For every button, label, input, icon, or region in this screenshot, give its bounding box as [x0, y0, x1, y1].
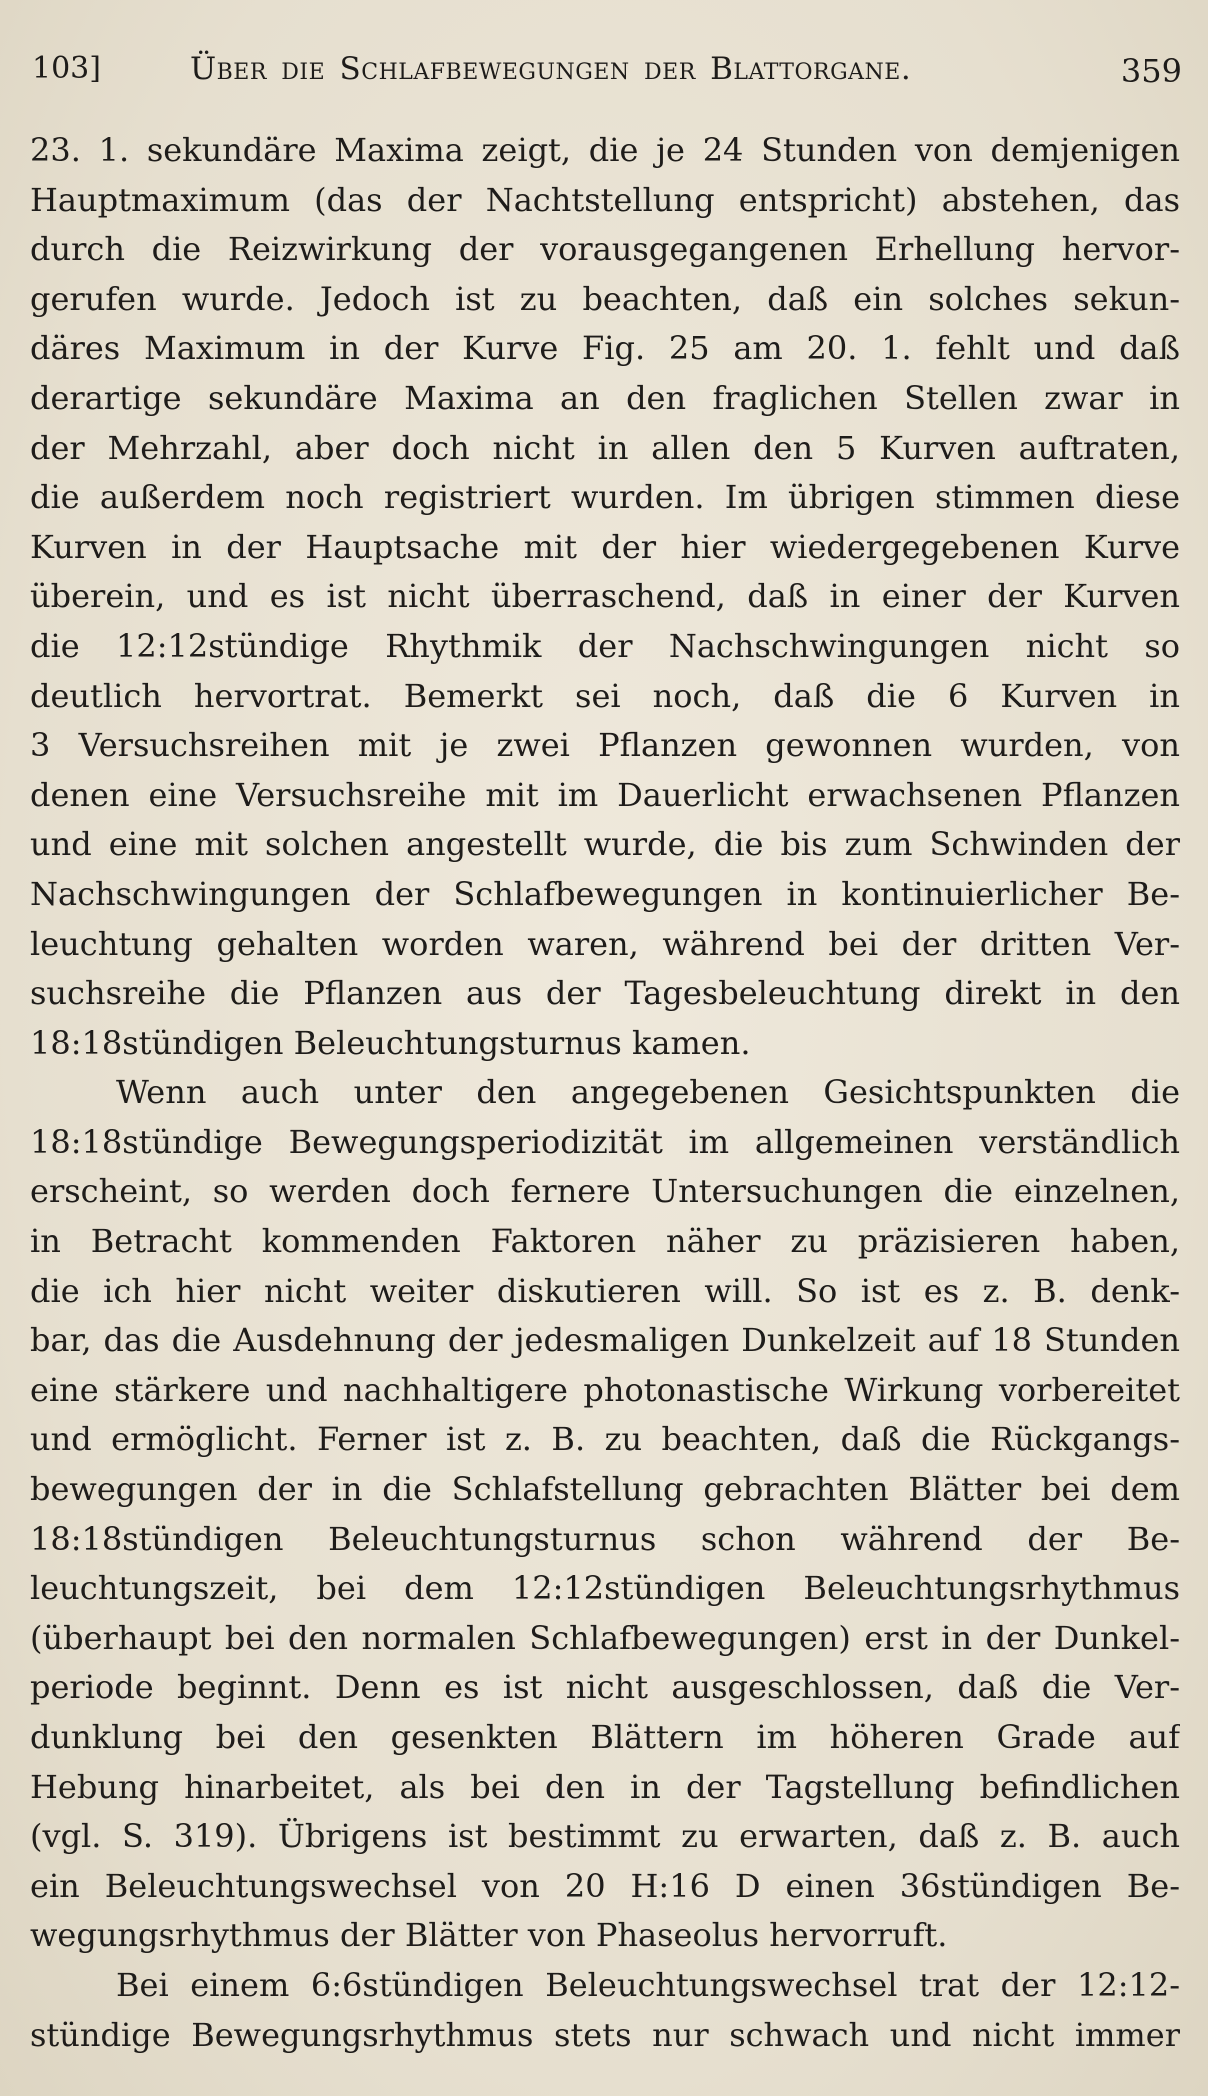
text-line: suchsreihe die Pflanzen aus der Tagesbeleuchtung direkt in den — [30, 974, 1180, 1013]
text-line: Kurven in der Hauptsache mit der hier wiedergegebenen Kurve — [30, 527, 1180, 566]
text-line: denen eine Versuchsreihe mit im Dauerlicht erwachsenen Pflanzen — [30, 775, 1180, 814]
text-line: die 12:12stündige Rhythmik der Nachschwingungen nicht so — [30, 626, 1180, 665]
text-line: und ermöglicht. Ferner ist z. B. zu beachten, daß die Rückgangs- — [30, 1420, 1180, 1459]
paragraph-1 — [30, 126, 1180, 1068]
text-line: Hauptmaximum (das der Nachtstellung entspricht) abstehen, das — [30, 180, 1180, 219]
text-line: 3 Versuchsreihen mit je zwei Pflanzen gewonnen wurden, von — [30, 726, 1180, 765]
text-line: Bei einem 6:6stündigen Beleuchtungswechsel trat der 12:12- — [116, 1965, 1180, 2004]
text-line: bar, das die Ausdehnung der jedesmaligen Dunkelzeit auf 18 Stunden — [30, 1321, 1180, 1360]
paragraph-3 — [30, 1961, 1180, 2060]
text-line: deutlich hervortrat. Bemerkt sei noch, daß die 6 Kurven in — [30, 676, 1180, 715]
text-line: eine stärkere und nachhaltigere photonastische Wirkung vorbereitet — [30, 1370, 1180, 1409]
running-title: Über die Schlafbewegungen der Blattorgane. — [190, 51, 912, 87]
body-text — [30, 126, 1180, 2060]
text-line: bewegungen der in die Schlafstellung gebrachten Blätter bei dem — [30, 1470, 1180, 1509]
paragraph-2 — [30, 1068, 1180, 1961]
text-line: leuchtungszeit, bei dem 12:12stündigen Beleuchtungsrhythmus — [30, 1569, 1180, 1608]
text-line: und eine mit solchen angestellt wurde, die bis zum Schwinden der — [30, 825, 1180, 864]
text-line: Nachschwingungen der Schlafbewegungen in kontinuierlicher Be- — [30, 874, 1180, 913]
text-line: 18:18stündigen Beleuchtungsturnus schon während der Be- — [30, 1519, 1180, 1558]
text-line: die ich hier nicht weiter diskutieren will. So ist es z. B. denk- — [30, 1271, 1180, 1310]
text-line: dunklung bei den gesenkten Blättern im höheren Grade auf — [30, 1718, 1180, 1756]
text-line: Hebung hinarbeitet, als bei den in der Tagstellung befindlichen — [30, 1767, 1180, 1806]
section-number: 103] — [32, 51, 101, 86]
text-line: wegungsrhythmus der Blätter von Phaseolus hervorruft. — [30, 1916, 948, 1955]
text-line: 18:18stündigen Beleuchtungsturnus kamen. — [30, 1023, 751, 1062]
text-line: in Betracht kommenden Faktoren näher zu präzisieren haben, — [30, 1222, 1180, 1261]
running-header — [32, 44, 1182, 94]
text-line: die außerdem noch registriert wurden. Im übrigen stimmen diese — [30, 478, 1180, 517]
page-number: 359 — [1120, 52, 1182, 90]
text-line: 18:18stündige Bewegungsperiodizität im allgemeinen verständlich — [30, 1122, 1180, 1161]
text-line: derartige sekundäre Maxima an den fraglichen Stellen zwar in — [30, 378, 1180, 417]
text-line: Wenn auch unter den angegebenen Gesichtspunkten die — [116, 1073, 1180, 1112]
text-line: der Mehrzahl, aber doch nicht in allen den 5 Kurven auftraten, — [30, 428, 1180, 467]
text-line: 23. 1. sekundäre Maxima zeigt, die je 24 Stunden von demjenigen — [30, 131, 1180, 169]
text-line: (überhaupt bei den normalen Schlafbewegungen) erst in der Dunkel- — [30, 1618, 1180, 1657]
text-line: durch die Reizwirkung der vorausgegangenen Erhellung hervor- — [30, 230, 1180, 269]
text-line: überein, und es ist nicht überraschend, daß in einer der Kurven — [30, 577, 1180, 616]
text-line: gerufen wurde. Jedoch ist zu beachten, daß ein solches sekun- — [30, 279, 1180, 318]
text-line: leuchtung gehalten worden waren, während bei der dritten Ver- — [30, 924, 1180, 963]
text-line: ein Beleuchtungswechsel von 20 H:16 D einen 36stündigen Be- — [30, 1866, 1180, 1905]
text-line: däres Maximum in der Kurve Fig. 25 am 20. 1. fehlt und daß — [30, 329, 1180, 368]
text-line: stündige Bewegungsrhythmus stets nur schwach und nicht immer — [30, 2015, 1180, 2054]
text-line: (vgl. S. 319). Übrigens ist bestimmt zu erwarten, daß z. B. auch — [30, 1817, 1180, 1856]
text-line: erscheint, so werden doch fernere Untersuchungen die einzelnen, — [30, 1172, 1180, 1211]
text-line: periode beginnt. Denn es ist nicht ausgeschlossen, daß die Ver- — [30, 1668, 1180, 1707]
